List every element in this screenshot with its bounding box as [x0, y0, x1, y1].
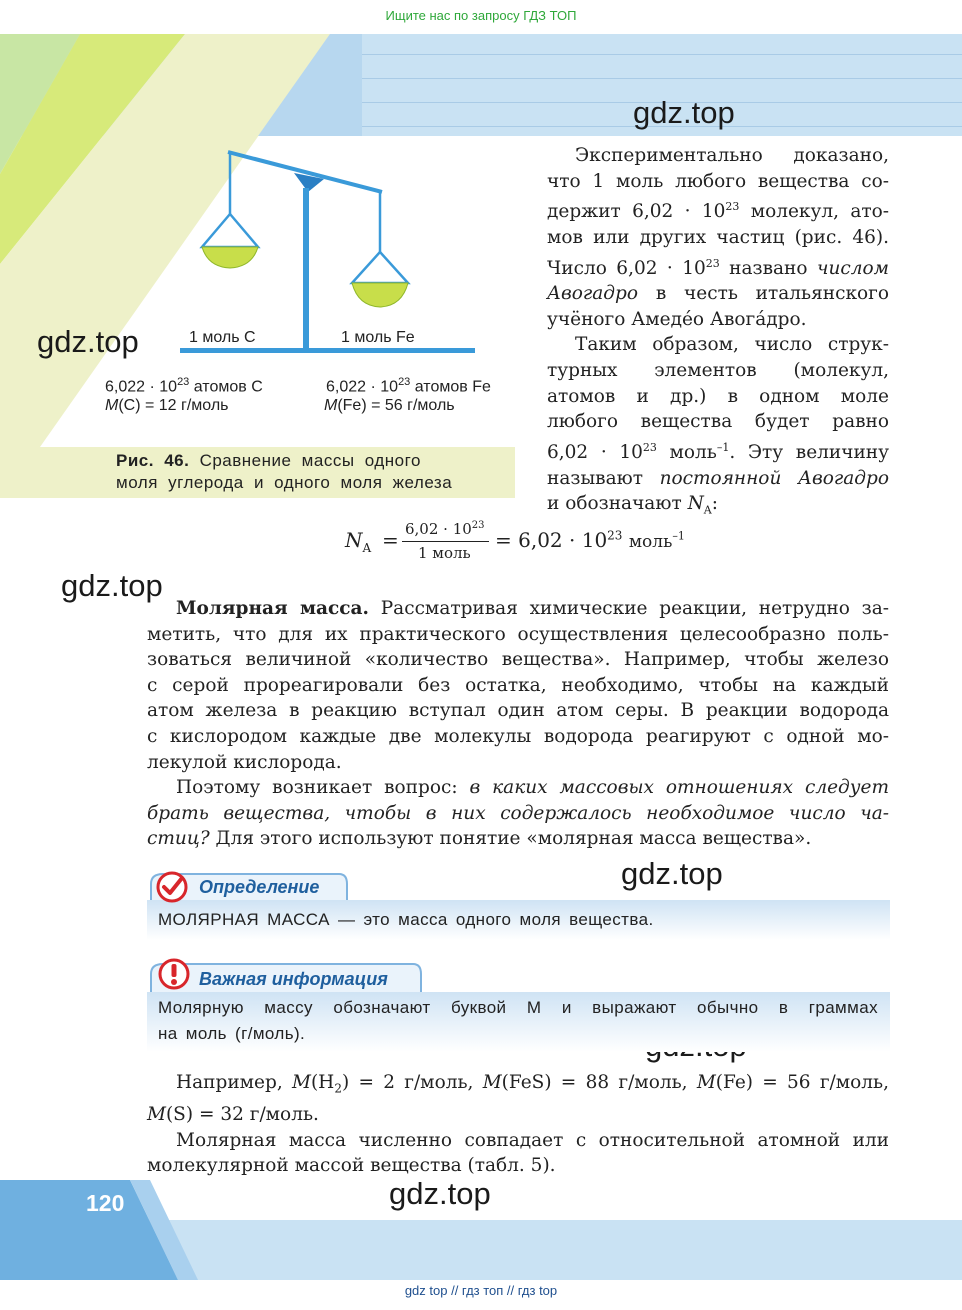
- text-line: стиц? Для этого используют понятие «молярная масса вещества».: [147, 828, 812, 850]
- text-line: Поэтому возникает вопрос: в каких массовых отношениях следует: [176, 777, 890, 799]
- important-text-line2: на моль (г/моль).: [158, 1024, 306, 1043]
- left-atoms-count: $6,022 \cdot 10^{23}$ атомов C: [105, 376, 263, 396]
- text-line: с серой прореагировали без остатка, необходимо, чтобы на каждый: [147, 674, 889, 696]
- definition-title: Определение: [199, 877, 320, 897]
- figure-caption-line1: Рис. 46. Сравнение массы одного: [116, 451, 421, 470]
- text-line: зоваться величиной «количество вещества». Например, чтобы железо: [147, 649, 889, 671]
- text-line: M(S) = 32 г/моль.: [147, 1104, 319, 1126]
- examples-paragraph: [147, 1070, 889, 1179]
- right-pan-label: 1 моль Fe: [341, 329, 415, 346]
- text-line: Число $6,02 \cdot 10^{23}$ названо числом: [547, 256, 889, 279]
- watermark: gdz.top: [389, 1176, 491, 1211]
- text-line: с кислородом каждые две молекулы водорода реагируют с одной мо-: [147, 725, 889, 747]
- text-line: турных элементов (молекул,: [547, 360, 889, 382]
- watermark: gdz.top: [621, 856, 723, 891]
- text-line: Молярная масса. Рассматривая химические реакции, нетрудно за-: [176, 598, 889, 619]
- check-icon: [155, 870, 189, 904]
- text-line: Например, $M(H_2) = 2$ г/моль, M(FeS) = 88 г/моль, M(Fe) = 56 г/моль,: [176, 1072, 889, 1096]
- text-line: учёного Амедéо Авогáдро.: [547, 308, 807, 330]
- text-line: Молярная масса численно совпадает с относительной атомной или: [176, 1129, 889, 1151]
- text-line: называют постоянной Авогадро: [547, 467, 889, 489]
- watermark: gdz.top: [61, 568, 163, 603]
- footer-band: [0, 1180, 962, 1280]
- text-line: лекулой кислорода.: [147, 751, 342, 773]
- right-column-text: [547, 143, 889, 523]
- left-pan-label: 1 моль C: [189, 329, 256, 346]
- page-number: 120: [86, 1190, 125, 1216]
- right-atoms-count: $6,022 \cdot 10^{23}$ атомов Fe: [326, 376, 491, 396]
- definition-text: МОЛЯРНАЯ МАССА — это масса одного моля вещества.: [158, 910, 654, 929]
- text-line: брать вещества, чтобы в них содержалось необходимое число ча-: [147, 802, 889, 824]
- figure-caption-line2: моля углерода и одного моля железа: [116, 473, 453, 492]
- top-banner[interactable]: Ищите нас по запросу ГДЗ ТОП: [385, 8, 577, 23]
- important-text-line1: Молярную массу обозначают буквой M и выражают обычно в граммах: [158, 998, 878, 1017]
- text-line: атомов и др.) в одном моле: [547, 385, 889, 407]
- bottom-links[interactable]: gdz top // гдз топ // гдз top: [404, 1283, 558, 1298]
- watermark: gdz.top: [37, 324, 139, 359]
- text-line: мов или других частиц (рис. 46).: [547, 226, 889, 248]
- text-line: $6,02 \cdot 10^{23}$ моль$^{-1}$. Эту величину: [547, 440, 890, 463]
- right-molar-mass: M(Fe) = 56 г/моль: [324, 397, 455, 414]
- text-line: Экспериментально доказано,: [575, 145, 889, 166]
- text-line: метить, что для их практического осуществления целесообразно поль-: [147, 623, 889, 645]
- text-line: молекулярной массой вещества (табл. 5).: [147, 1155, 556, 1177]
- text-line: атом железа в реакцию вступал один атом серы. В реакции водорода: [147, 700, 889, 722]
- text-line: и обозначают $N_A$:: [547, 493, 718, 517]
- text-line: держит $6,02 \cdot 10^{23}$ молекул, ато-: [547, 200, 889, 223]
- left-molar-mass: M(C) = 12 г/моль: [105, 397, 229, 414]
- text-line: Таким образом, число струк-: [575, 334, 889, 356]
- text-line: Авогадро в честь итальянского: [547, 283, 889, 305]
- paragraph-molar-mass: [147, 596, 889, 852]
- important-title: Важная информация: [199, 969, 388, 989]
- watermark: gdz.top: [633, 95, 735, 130]
- text-line: что 1 моль любого вещества со-: [547, 170, 889, 192]
- text-line: любого вещества будет равно: [547, 411, 889, 433]
- avogadro-formula: $N_A$ = $6,02 \cdot 10^{23}$ 1 моль = $6,02 \cdot 10^{23}$ моль$^{-1}$: [345, 520, 685, 562]
- exclamation-icon: [157, 957, 191, 991]
